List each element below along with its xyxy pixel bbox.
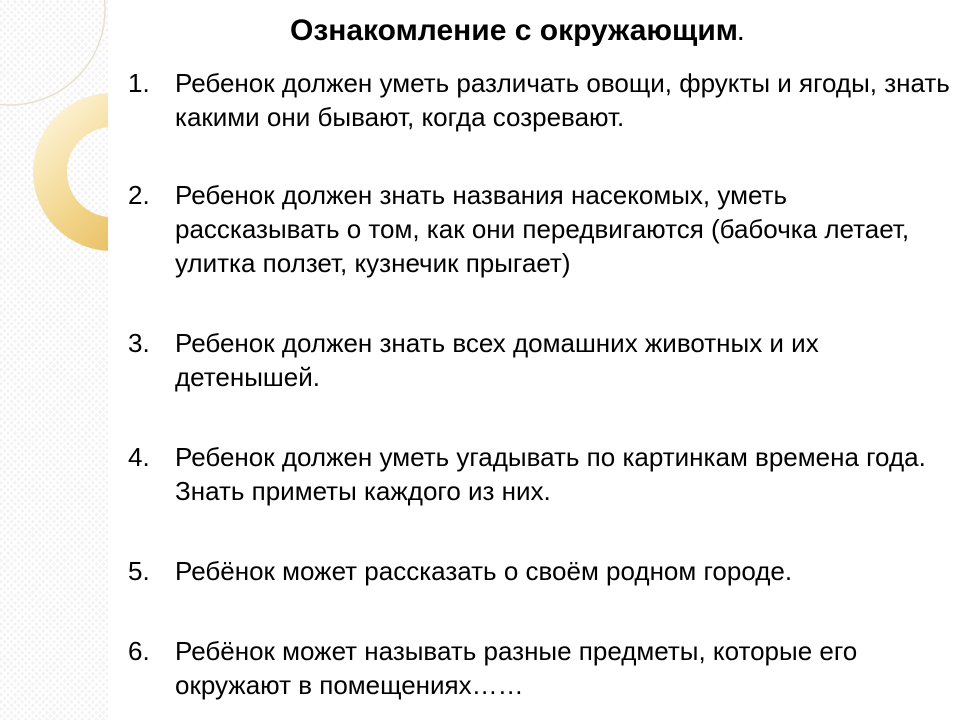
list-item-text: Ребенок должен уметь угадывать по картинкам времена года. Знать приметы каждого из них. bbox=[175, 442, 926, 506]
list-item bbox=[128, 440, 956, 508]
list-item-text: Ребёнок может называть разные предметы, которые его окружают в помещениях…… bbox=[175, 636, 858, 700]
list-item bbox=[128, 178, 956, 280]
list-item-number: 2. bbox=[128, 180, 150, 210]
list-item-number: 6. bbox=[128, 636, 150, 666]
list-item-number: 1. bbox=[128, 68, 150, 98]
requirements-list bbox=[128, 66, 956, 702]
list-item-text: Ребенок должен знать всех домашних животных и их детенышей. bbox=[175, 328, 819, 392]
decorative-rings bbox=[0, 0, 108, 260]
thin-ring bbox=[0, 0, 105, 105]
list-item-number: 3. bbox=[128, 328, 150, 358]
slide-title-dot: . bbox=[737, 23, 744, 45]
decorative-side-panel bbox=[0, 0, 108, 720]
slide-title bbox=[290, 12, 930, 53]
list-item-text: Ребенок должен уметь различать овощи, фрукты и ягоды, знать какими они бывают, когда созревают. bbox=[175, 68, 950, 132]
gold-ring bbox=[50, 110, 108, 234]
list-item-number: 4. bbox=[128, 442, 150, 472]
list-item-number: 5. bbox=[128, 556, 150, 586]
list-item bbox=[128, 66, 956, 134]
list-item-text: Ребёнок может рассказать о своём родном городе. bbox=[175, 556, 793, 586]
list-item bbox=[128, 326, 956, 394]
slide-title-text: Ознакомление с окружающим bbox=[290, 14, 738, 47]
list-item bbox=[128, 554, 956, 588]
list-item-text: Ребенок должен знать названия насекомых, уметь рассказывать о том, как они передвигаются (бабочка летает, улитка ползет, кузнечик прыгает) bbox=[175, 180, 910, 278]
list-item bbox=[128, 634, 956, 702]
